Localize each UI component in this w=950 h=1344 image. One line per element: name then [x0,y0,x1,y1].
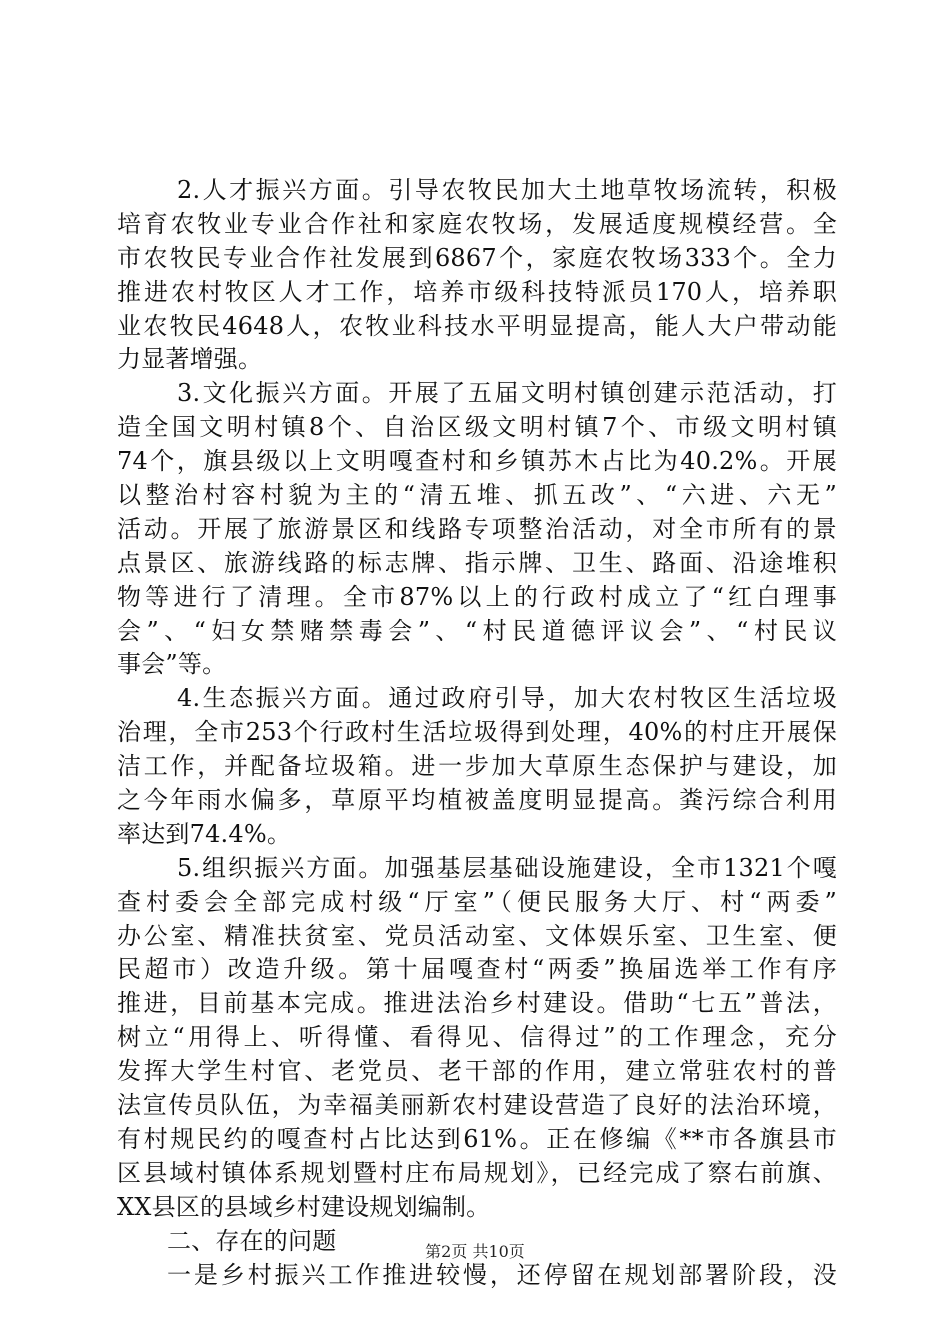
text-line: 4.生态振兴方面。通过政府引导，加大农村牧区生活垃圾 [177,684,837,713]
text-line: 查村委会全部完成村级“厅室”（便民服务大厅、村“两委” [117,887,837,916]
text-line: 区县域村镇体系规划暨村庄布局规划》，已经完成了察右前旗、 [117,1158,837,1187]
text-line: 法宣传员队伍，为幸福美丽新农村建设营造了良好的法治环境， [117,1091,837,1120]
text-line: 率达到74.4%。 [117,819,292,848]
text-line: 造全国文明村镇8个、自治区级文明村镇7个、市级文明村镇 [117,413,837,442]
text-line: 以整治村容村貌为主的“清五堆、抓五改”、“六进、六无” [117,481,837,510]
text-line: XX县区的县域乡村建设规划编制。 [117,1192,491,1221]
text-line: 物等进行了清理。全市87%以上的行政村成立了“红白理事 [117,582,837,611]
text-line: 活动。开展了旅游景区和线路专项整治活动，对全市所有的景 [117,514,837,543]
text-line: 有村规民约的嘎查村占比达到61%。正在修编《**市各旗县市 [117,1124,837,1153]
text-line: 74个，旗县级以上文明嘎查村和乡镇苏木占比为40.2%。开展 [117,447,837,476]
text-line: 办公室、精准扶贫室、党员活动室、文体娱乐室、卫生室、便 [117,921,837,950]
text-line: 市农牧民专业合作社发展到6867个，家庭农牧场333个。全力 [117,243,837,272]
text-line: 3.文化振兴方面。开展了五届文明村镇创建示范活动，打 [177,379,837,408]
document-body [117,174,837,1292]
text-line: 推进，目前基本完成。推进法治乡村建设。借助“七五”普法， [117,989,837,1018]
text-line: 树立“用得上、听得懂、看得见、信得过”的工作理念，充分 [117,1023,837,1052]
text-line: 点景区、旅游线路的标志牌、指示牌、卫生、路面、沿途堆积 [117,548,837,577]
text-line: 民超市）改造升级。第十届嘎查村“两委”换届选举工作有序 [117,955,837,984]
section-heading: 二、存在的问题 [167,1226,337,1255]
text-line: 事会”等。 [117,650,227,679]
text-line: 培育农牧业专业合作社和家庭农牧场，发展适度规模经营。全 [117,209,837,238]
text-line: 洁工作，并配备垃圾箱。进一步加大草原生态保护与建设，加 [117,752,837,781]
text-line: 2.人才振兴方面。引导农牧民加大土地草牧场流转，积极 [177,176,837,204]
text-line: 5.组织振兴方面。加强基层基础设施建设，全市1321个嘎 [177,853,837,882]
text-line: 会”、“妇女禁赌禁毒会”、“村民道德评议会”、“村民议 [117,616,837,645]
page-number: 第2页 共10页 [425,1242,525,1261]
text-line: 之今年雨水偏多，草原平均植被盖度明显提高。粪污综合利用 [117,786,837,815]
text-line: 一是乡村振兴工作推进较慢，还停留在规划部署阶段，没 [167,1260,837,1289]
text-line: 力显著增强。 [117,345,263,374]
text-line: 业农牧民4648人，农牧业科技水平明显提高，能人大户带动能 [117,311,837,340]
text-line: 发挥大学生村官、老党员、老干部的作用，建立常驻农村的普 [117,1057,837,1086]
text-line: 治理，全市253个行政村生活垃圾得到处理，40%的村庄开展保 [117,718,837,747]
text-line: 推进农村牧区人才工作，培养市级科技特派员170人，培养职 [117,277,837,306]
